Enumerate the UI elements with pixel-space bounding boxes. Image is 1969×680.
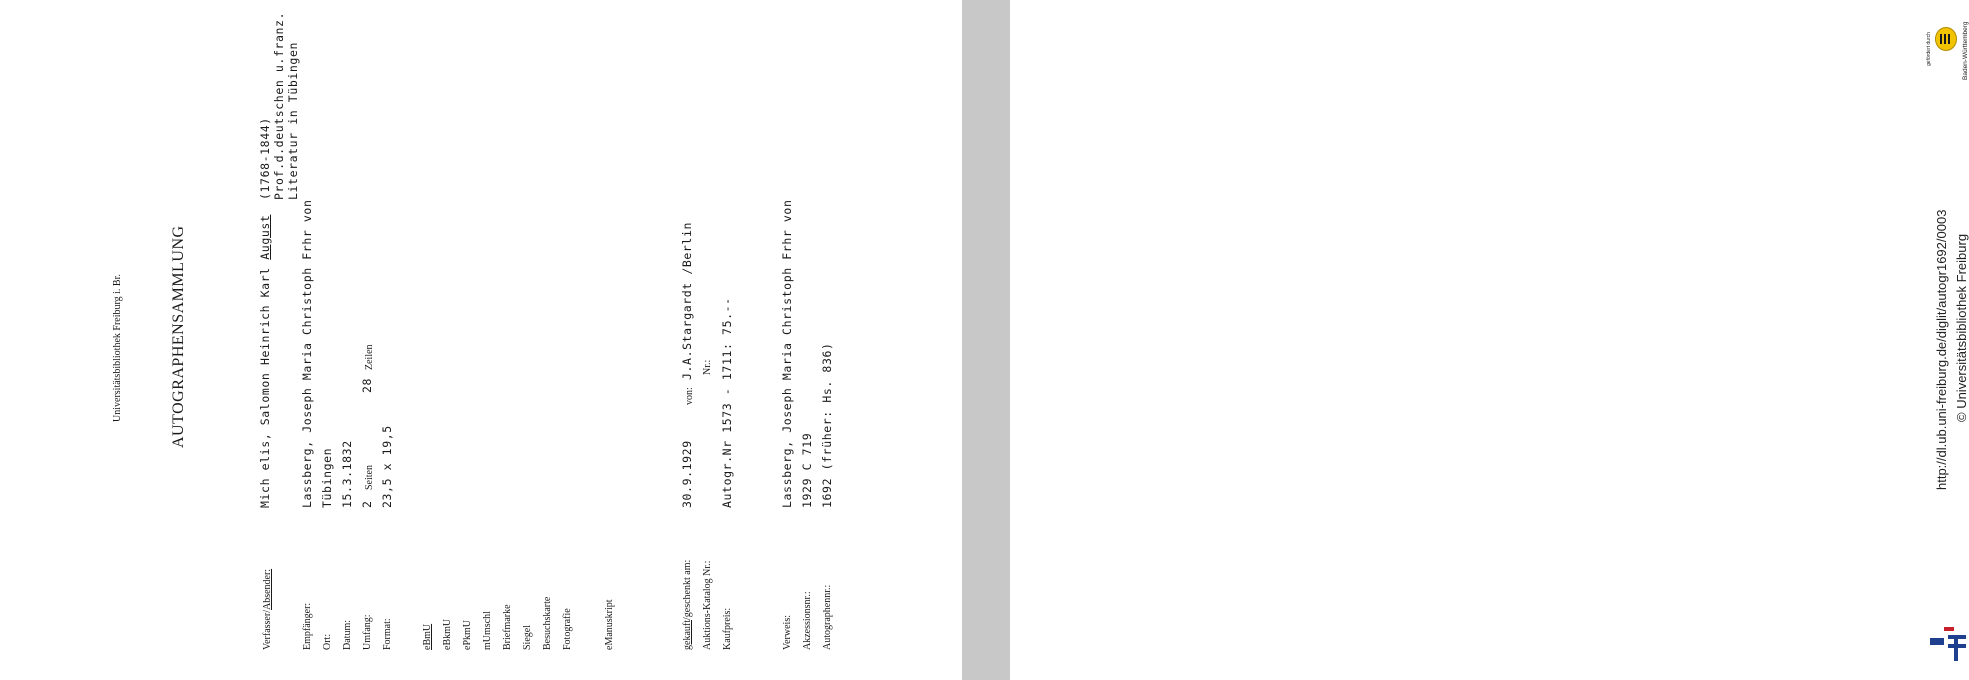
label-format: Format: xyxy=(382,618,393,650)
label-seiten: Seiten xyxy=(364,465,375,490)
label-datum: Datum: xyxy=(342,620,353,650)
label-ort: Ort: xyxy=(322,633,333,650)
value-autographennr: 1692 (früher: Hs. 836) xyxy=(820,342,834,508)
category-epkmu: ePkmU xyxy=(462,620,473,650)
value-lifespan: (1768-1844) xyxy=(258,117,272,200)
label-akzession: Akzessionsnr.: xyxy=(802,591,813,650)
copyright-notice: © Universitätsbibliothek Freiburg xyxy=(1954,233,1969,422)
label-kaufpreis: Kaufpreis: xyxy=(722,607,733,650)
category-briefmarke: Briefmarke xyxy=(502,604,513,650)
value-kaufpreis: Autogr.Nr 1573 - 1711: 75.-- xyxy=(720,297,734,508)
label-verfasser: Verfasser/Absender: xyxy=(262,568,273,650)
value-bio-1: Prof.d.deutschen u.franz. xyxy=(272,11,286,200)
sponsor-top-text: gefördert durch xyxy=(1926,32,1932,66)
category-mumschl: mUmschl xyxy=(482,611,493,650)
label-nr: Nr.: xyxy=(702,359,713,375)
category-siegel: Siegel xyxy=(522,625,533,650)
label-umfang: Umfang: xyxy=(362,614,373,650)
permalink-url[interactable]: http://dl.ub.uni-freiburg.de/diglit/autogr1692/0003 xyxy=(1934,209,1949,490)
value-verweis: Lassberg, Joseph Maria Christoph Frhr von xyxy=(780,199,794,508)
archive-card xyxy=(0,0,960,680)
value-empfaenger: Lassberg, Joseph Maria Christoph Frhr von xyxy=(300,199,314,508)
category-besuchskarte: Besuchskarte xyxy=(542,596,553,650)
value-datum: 15.3.1832 xyxy=(340,440,354,508)
bw-seal-icon xyxy=(1935,27,1957,51)
value-zeilen-count: 28 xyxy=(360,377,374,393)
value-bio-2: Literatur in Tübingen xyxy=(286,42,300,200)
value-verfasser: Mich elis, Salomon Heinrich Karl August xyxy=(258,214,272,508)
label-von: von: xyxy=(684,387,695,405)
ub-logo-icon xyxy=(1930,627,1966,661)
value-gekauft-date: 30.9.1929 xyxy=(680,440,694,508)
sponsor-bottom-text: Baden-Württemberg xyxy=(1962,21,1969,80)
label-gekauft: gekauft/geschenkt am: xyxy=(682,559,693,650)
category-ebmu: eBmU xyxy=(422,623,433,650)
label-empfaenger: Empfänger: xyxy=(302,602,313,650)
label-autographennr: Autographennr.: xyxy=(822,584,833,650)
institution-line: Universitätsbibliothek Freiburg i. Br. xyxy=(112,274,123,422)
value-von: J.A.Stargardt /Berlin xyxy=(680,222,694,380)
value-ort: Tübingen xyxy=(320,447,334,508)
value-seiten-count: 2 xyxy=(360,500,374,508)
category-ebkmu: eBkmU xyxy=(442,618,453,650)
page-title: AUTOGRAPHENSAMMLUNG xyxy=(170,225,187,448)
category-fotografie: Fotografie xyxy=(562,608,573,650)
label-katalog: Auktions-Katalog Nr.: xyxy=(702,560,713,650)
value-format: 23,5 x 19,5 xyxy=(380,425,394,508)
label-zeilen: Zeilen xyxy=(364,344,375,370)
category-emanuskript: eManuskript xyxy=(604,599,615,650)
value-akzession: 1929 C 719 xyxy=(800,432,814,508)
label-verweis: Verweis: xyxy=(782,615,793,650)
viewer-side-strip xyxy=(962,0,1969,680)
